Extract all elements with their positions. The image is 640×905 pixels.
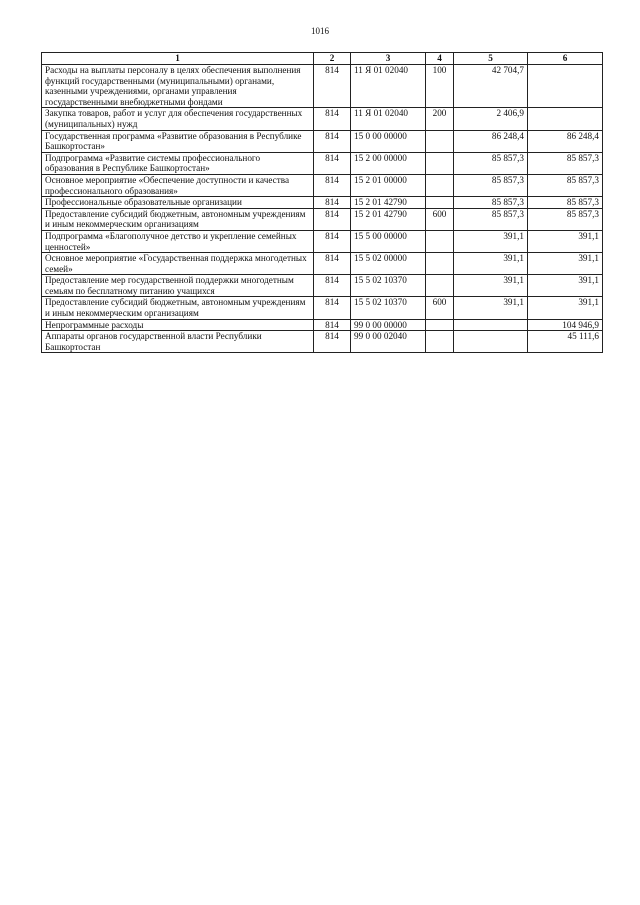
amount-col5-cell: 85 857,3 [454,152,528,174]
vr-code-cell [426,197,454,209]
ved-code-cell: 814 [314,108,351,130]
table-row [42,108,603,130]
ved-code-cell: 814 [314,208,351,230]
ved-code-cell: 814 [314,230,351,252]
ved-code-cell: 814 [314,331,351,353]
table-row [42,65,603,108]
vr-code-cell: 200 [426,108,454,130]
vr-code-cell: 600 [426,297,454,319]
amount-col5-cell: 391,1 [454,297,528,319]
csr-code-cell: 99 0 00 00000 [351,319,426,331]
amount-col6-cell: 85 857,3 [528,197,603,209]
amount-col5-cell: 85 857,3 [454,174,528,196]
amount-col5-cell: 2 406,9 [454,108,528,130]
table-row [42,331,603,353]
ved-code-cell: 814 [314,174,351,196]
table-header-row [42,53,603,65]
amount-col5-cell: 42 704,7 [454,65,528,108]
csr-code-cell: 15 2 01 00000 [351,174,426,196]
table-row [42,208,603,230]
amount-col6-cell: 104 946,9 [528,319,603,331]
ved-code-cell: 814 [314,197,351,209]
amount-col6-cell: 85 857,3 [528,152,603,174]
page-number: 1016 [311,26,329,36]
csr-code-cell: 99 0 00 02040 [351,331,426,353]
csr-code-cell: 15 2 01 42790 [351,208,426,230]
ved-code-cell: 814 [314,130,351,152]
amount-col6-cell [528,108,603,130]
ved-code-cell: 814 [314,65,351,108]
vr-code-cell [426,253,454,275]
csr-code-cell: 11 Я 01 02040 [351,65,426,108]
row-name-cell: Закупка товаров, работ и услуг для обеспечения государственных (муниципальных) нужд [42,108,314,130]
row-name-cell: Подпрограмма «Развитие системы профессионального образования в Республике Башкортостан» [42,152,314,174]
row-name-cell: Основное мероприятие «Государственная поддержка многодетных семей» [42,253,314,275]
table-row [42,275,603,297]
row-name-cell: Предоставление субсидий бюджетным, автономным учреждениям и иным некоммерческим организациям [42,297,314,319]
amount-col5-cell: 85 857,3 [454,197,528,209]
amount-col6-cell: 391,1 [528,230,603,252]
vr-code-cell [426,319,454,331]
vr-code-cell: 100 [426,65,454,108]
table-row [42,152,603,174]
amount-col6-cell: 86 248,4 [528,130,603,152]
amount-col5-cell: 391,1 [454,275,528,297]
csr-code-cell: 15 2 00 00000 [351,152,426,174]
vr-code-cell [426,331,454,353]
column-header: 5 [454,53,528,65]
ved-code-cell: 814 [314,275,351,297]
table-row [42,230,603,252]
csr-code-cell: 15 5 02 00000 [351,253,426,275]
row-name-cell: Основное мероприятие «Обеспечение доступности и качества профессионального образования» [42,174,314,196]
budget-table [41,52,603,353]
row-name-cell: Профессиональные образовательные организации [42,197,314,209]
amount-col5-cell: 391,1 [454,230,528,252]
csr-code-cell: 15 5 00 00000 [351,230,426,252]
row-name-cell: Подпрограмма «Благополучное детство и укрепление семейных ценностей» [42,230,314,252]
vr-code-cell [426,152,454,174]
amount-col6-cell: 391,1 [528,275,603,297]
row-name-cell: Предоставление субсидий бюджетным, автономным учреждениям и иным некоммерческим организациям [42,208,314,230]
amount-col5-cell [454,319,528,331]
table-row [42,174,603,196]
ved-code-cell: 814 [314,319,351,331]
table-row [42,253,603,275]
vr-code-cell [426,174,454,196]
row-name-cell: Предоставление мер государственной поддержки многодетным семьям по бесплатному питанию учащихся [42,275,314,297]
column-header: 6 [528,53,603,65]
amount-col5-cell: 85 857,3 [454,208,528,230]
csr-code-cell: 15 5 02 10370 [351,275,426,297]
amount-col6-cell: 391,1 [528,253,603,275]
row-name-cell: Расходы на выплаты персоналу в целях обеспечения выполнения функций государственными (муниципальными) органами, казенными учреждениями, органами управления государственными внебюджетными фондами [42,65,314,108]
csr-code-cell: 15 0 00 00000 [351,130,426,152]
column-header: 3 [351,53,426,65]
ved-code-cell: 814 [314,152,351,174]
amount-col5-cell [454,331,528,353]
column-header: 1 [42,53,314,65]
csr-code-cell: 11 Я 01 02040 [351,108,426,130]
csr-code-cell: 15 5 02 10370 [351,297,426,319]
row-name-cell: Непрограммные расходы [42,319,314,331]
amount-col6-cell: 85 857,3 [528,174,603,196]
vr-code-cell [426,130,454,152]
csr-code-cell: 15 2 01 42790 [351,197,426,209]
row-name-cell: Аппараты органов государственной власти Республики Башкортостан [42,331,314,353]
vr-code-cell [426,230,454,252]
ved-code-cell: 814 [314,253,351,275]
amount-col5-cell: 86 248,4 [454,130,528,152]
column-header: 4 [426,53,454,65]
table-row [42,297,603,319]
vr-code-cell [426,275,454,297]
ved-code-cell: 814 [314,297,351,319]
row-name-cell: Государственная программа «Развитие образования в Республике Башкортостан» [42,130,314,152]
amount-col6-cell: 85 857,3 [528,208,603,230]
column-header: 2 [314,53,351,65]
table-row [42,130,603,152]
table-body [42,65,603,353]
table-row [42,319,603,331]
vr-code-cell: 600 [426,208,454,230]
amount-col6-cell: 391,1 [528,297,603,319]
amount-col6-cell [528,65,603,108]
amount-col5-cell: 391,1 [454,253,528,275]
amount-col6-cell: 45 111,6 [528,331,603,353]
table-row [42,197,603,209]
